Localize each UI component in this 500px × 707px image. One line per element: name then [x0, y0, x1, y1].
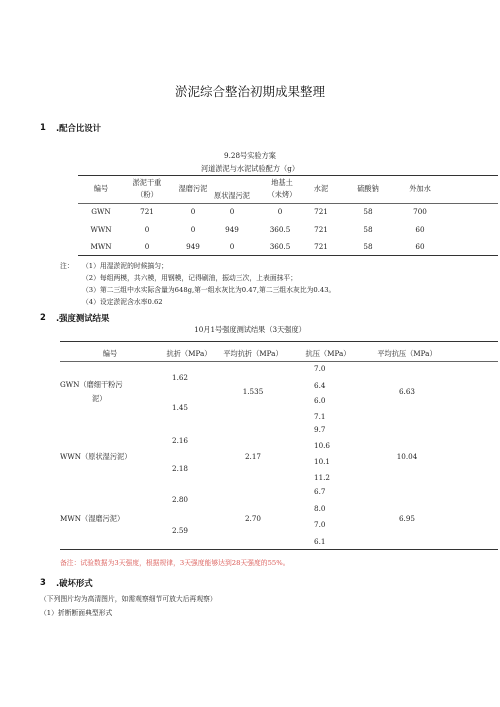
mix-cell-cement: 721: [314, 225, 328, 234]
flex-value: 2.18: [172, 464, 189, 473]
mix-table-header-rule: [78, 203, 498, 204]
strength-header-avg-flex: 平均抗折（MPa）: [223, 349, 283, 358]
mix-header-water: 外加水: [409, 184, 431, 193]
comp-value: 6.0: [314, 396, 326, 405]
section2-number: 2: [40, 312, 46, 322]
mix-cell-geo: 360.5: [269, 242, 291, 251]
note-1: （1）用湿淤泥的时候搞匀；: [82, 262, 168, 270]
strength-header-code: 编号: [102, 349, 118, 358]
mix-cell-sulfate: 58: [363, 207, 373, 216]
table1-caption-1: 9.28号实验方案: [224, 151, 276, 160]
mix-cell-water: 700: [413, 207, 427, 216]
mix-header-geo-2: （未烤）: [267, 190, 297, 199]
comp-value: 7.0: [314, 520, 326, 529]
comp-value: 6.1: [314, 537, 326, 546]
strength-code: MWN（湿磨污泥）: [60, 514, 125, 523]
mix-cell-dry: 0: [144, 242, 150, 251]
mix-header-sulfate: 硫酸钠: [357, 184, 379, 193]
section1-heading: .配合比设计: [56, 123, 102, 133]
mix-cell-code: MWN: [90, 242, 112, 251]
mix-cell-raw: 949: [225, 225, 239, 234]
flex-value: 1.45: [172, 403, 189, 412]
mix-cell-wet-mill: 0: [190, 225, 196, 234]
mix-cell-dry: 721: [140, 207, 154, 216]
table2-caption: 10月1号强度测试结果（3天强度）: [194, 325, 306, 334]
mix-cell-geo: 360.5: [269, 225, 291, 234]
mix-header-code: 编号: [93, 184, 109, 193]
section3-heading: .破坏形式: [56, 578, 93, 588]
mix-table-bottom-rule: [78, 255, 498, 256]
strength-code: GWN（磨细干粉污: [60, 380, 123, 389]
mix-cell-raw: 0: [229, 207, 235, 216]
strength-table-bottom-rule: [60, 549, 498, 550]
section2-heading: .强度测试结果: [56, 313, 110, 323]
comp-value: 8.0: [314, 504, 326, 513]
strength-table-header-rule: [60, 361, 498, 362]
flex-value: 1.62: [172, 373, 189, 382]
mix-cell-sulfate: 58: [363, 242, 373, 251]
mix-header-dry-2: （粉）: [136, 190, 158, 199]
mix-cell-water: 60: [415, 242, 425, 251]
strength-header-avg-comp: 平均抗压（MPa）: [377, 349, 437, 358]
mix-cell-raw: 0: [229, 242, 235, 251]
table1-caption-2: 河道淤泥与水泥试验配方（g）: [200, 164, 300, 173]
avg-flex-value: 1.535: [242, 387, 264, 396]
mix-cell-code: WWN: [90, 225, 112, 234]
strength-header-flex: 抗折（MPa）: [166, 349, 212, 358]
mix-cell-wet-mill: 0: [190, 207, 196, 216]
mix-header-raw: 原状湿污泥: [214, 191, 250, 200]
section3-number: 3: [40, 577, 46, 587]
avg-flex-value: 2.17: [244, 452, 261, 461]
avg-flex-value: 2.70: [244, 514, 261, 523]
comp-value: 6.4: [314, 381, 326, 390]
note-4: （4）设定淤泥含水率0.62: [82, 298, 163, 306]
page-title: 淤泥综合整治初期成果整理: [174, 84, 325, 99]
mix-header-geo-1: 地基土: [271, 178, 293, 187]
strength-header-comp: 抗压（MPa）: [305, 349, 351, 358]
mix-header-wet-mill: 湿磨污泥: [178, 184, 208, 193]
mix-header-cement: 水泥: [313, 184, 329, 193]
strength-table-top-rule: [60, 341, 498, 342]
strength-code: WWN（原状湿污泥）: [60, 452, 132, 461]
mix-cell-sulfate: 58: [363, 225, 373, 234]
comp-value: 7.1: [314, 412, 326, 421]
mix-cell-dry: 0: [144, 225, 150, 234]
mix-cell-geo: 0: [277, 207, 283, 216]
mix-header-dry-1: 淤泥干重: [132, 178, 162, 187]
mix-cell-wet-mill: 949: [186, 242, 200, 251]
mix-cell-cement: 721: [314, 242, 328, 251]
comp-value: 9.7: [314, 425, 326, 434]
comp-value: 10.1: [314, 457, 331, 466]
section3-line-1: （下列图片均为高清图片，如需观察细节可放大后再观察）: [40, 595, 217, 603]
avg-comp-value: 10.04: [396, 452, 418, 461]
mix-table-top-rule: [78, 175, 498, 176]
comp-value: 7.0: [314, 364, 326, 373]
comp-value: 11.2: [314, 473, 331, 482]
flex-value: 2.59: [172, 526, 189, 535]
avg-comp-value: 6.63: [398, 387, 415, 396]
mix-cell-water: 60: [415, 225, 425, 234]
note-3: （3）第二三组中水实际含量为648g,第一组水灰比为0.47,第二三组水灰比为0.43。: [82, 286, 336, 294]
remark-note: 备注：试验数据为3天强度，根据规律，3天强度能够达到28天强度的55%。: [60, 559, 290, 567]
strength-code-cont: 泥）: [92, 394, 107, 403]
notes-label: 注：: [60, 262, 74, 270]
flex-value: 2.16: [172, 436, 189, 445]
mix-cell-code: GWN: [91, 207, 111, 216]
note-2: （2）每组两模，共六模，用钢模，记得刷油，振动三次，上表面抹平；: [82, 274, 298, 282]
flex-value: 2.80: [172, 495, 189, 504]
comp-value: 10.6: [314, 441, 331, 450]
section3-line-2: （1）折断断面典型形式: [40, 609, 113, 617]
mix-cell-cement: 721: [314, 207, 328, 216]
section1-number: 1: [40, 122, 46, 132]
avg-comp-value: 6.95: [398, 514, 415, 523]
comp-value: 6.7: [314, 487, 326, 496]
